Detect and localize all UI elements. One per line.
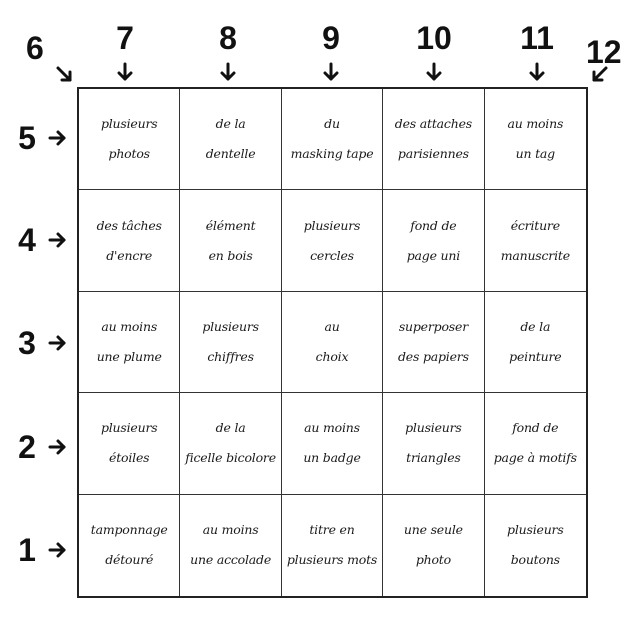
cell-line: page uni bbox=[406, 247, 461, 263]
column-number: 9 bbox=[322, 20, 340, 56]
down-arrow-icon bbox=[531, 64, 543, 79]
grid-cell bbox=[79, 292, 180, 393]
cell-line: masking tape bbox=[290, 146, 374, 162]
down-arrow-icon bbox=[325, 64, 337, 79]
cell-line: choix bbox=[315, 348, 349, 364]
grid-cell bbox=[485, 190, 586, 291]
grid-cell bbox=[180, 393, 281, 494]
cell-line: une plume bbox=[96, 348, 162, 364]
cell-line: tamponnage bbox=[90, 522, 168, 538]
cell-line: au bbox=[324, 318, 340, 334]
row-number: 2 bbox=[18, 429, 36, 465]
grid-cell bbox=[180, 190, 281, 291]
grid-cell bbox=[180, 292, 281, 393]
cell-line: plusieurs bbox=[303, 217, 361, 233]
down-right-arrow-icon bbox=[58, 68, 70, 80]
corner-number-right: 12 bbox=[586, 34, 622, 70]
down-arrow-icon bbox=[428, 64, 440, 79]
right-arrow-icon bbox=[50, 441, 64, 453]
cell-line: détouré bbox=[105, 552, 154, 568]
column-number: 11 bbox=[520, 20, 554, 56]
grid-cell bbox=[383, 190, 484, 291]
cell-line: plusieurs bbox=[202, 318, 259, 334]
cell-line: boutons bbox=[510, 552, 560, 568]
cell-line: cercles bbox=[310, 247, 354, 263]
cell-line: des papiers bbox=[397, 348, 469, 364]
grid-cell bbox=[485, 393, 586, 494]
right-arrow-icon bbox=[50, 234, 64, 246]
right-arrow-icon bbox=[50, 337, 64, 349]
cell-line: fond de bbox=[512, 420, 559, 436]
cell-line: en bois bbox=[208, 247, 253, 263]
grid-cell bbox=[79, 393, 180, 494]
grid-cell bbox=[485, 89, 586, 190]
cell-line: superposer bbox=[398, 318, 468, 334]
row-number: 3 bbox=[18, 325, 36, 361]
cell-line: de la bbox=[215, 420, 246, 436]
cell-line: titre en bbox=[309, 522, 355, 538]
right-arrow-icon bbox=[50, 132, 64, 144]
corner-number-left: 6 bbox=[26, 30, 44, 66]
cell-line: écriture bbox=[510, 217, 560, 233]
cell-line: fond de bbox=[410, 217, 457, 233]
grid-cell bbox=[282, 190, 383, 291]
cell-line: au moins bbox=[304, 420, 360, 436]
cell-line: page à motifs bbox=[493, 450, 577, 466]
row-number: 5 bbox=[18, 120, 36, 156]
grid-cell bbox=[383, 89, 484, 190]
cell-line: plusieurs bbox=[100, 116, 158, 132]
grid-cell bbox=[79, 89, 180, 190]
cell-line: parisiennes bbox=[397, 146, 469, 162]
grid-cell bbox=[282, 89, 383, 190]
column-number: 8 bbox=[219, 20, 237, 56]
cell-line: du bbox=[324, 116, 340, 132]
grid-cell bbox=[485, 292, 586, 393]
cell-line: un tag bbox=[515, 146, 555, 162]
cell-line: chiffres bbox=[207, 348, 254, 364]
cell-line: triangles bbox=[406, 450, 461, 466]
cell-line: plusieurs mots bbox=[286, 552, 378, 568]
cell-line: au moins bbox=[202, 522, 259, 538]
cell-line: photo bbox=[415, 552, 451, 568]
grid-cell bbox=[79, 190, 180, 291]
cell-line: une accolade bbox=[190, 552, 272, 568]
cell-line: plusieurs bbox=[100, 420, 158, 436]
column-number: 10 bbox=[416, 20, 452, 56]
column-number: 7 bbox=[116, 20, 134, 56]
bingo-grid bbox=[77, 87, 588, 598]
cell-line: plusieurs bbox=[405, 420, 462, 436]
cell-line: un badge bbox=[303, 450, 361, 466]
cell-line: élément bbox=[205, 217, 256, 233]
grid-cell bbox=[180, 89, 281, 190]
cell-line: des tâches bbox=[96, 217, 162, 233]
cell-line: au moins bbox=[101, 318, 158, 334]
down-arrow-icon bbox=[222, 64, 234, 79]
cell-line: ficelle bicolore bbox=[185, 450, 276, 466]
right-arrow-icon bbox=[50, 544, 64, 556]
grid-cell bbox=[282, 393, 383, 494]
cell-line: manuscrite bbox=[500, 247, 570, 263]
down-arrow-icon bbox=[119, 64, 131, 79]
cell-line: de la bbox=[215, 116, 246, 132]
cell-line: au moins bbox=[507, 116, 564, 132]
cell-line: de la bbox=[520, 318, 551, 334]
cell-line: étoiles bbox=[109, 450, 150, 466]
grid-cell bbox=[79, 495, 180, 596]
cell-line: peinture bbox=[509, 348, 562, 364]
cell-line: une seule bbox=[403, 522, 463, 538]
grid-cell bbox=[485, 495, 586, 596]
cell-line: dentelle bbox=[205, 146, 256, 162]
grid-cell bbox=[282, 292, 383, 393]
cell-line: d'encre bbox=[106, 247, 153, 263]
grid-cell bbox=[383, 393, 484, 494]
row-number: 1 bbox=[18, 532, 36, 568]
cell-line: photos bbox=[108, 146, 150, 162]
grid-cell bbox=[180, 495, 281, 596]
row-number: 4 bbox=[18, 222, 36, 258]
grid-cell bbox=[282, 495, 383, 596]
grid-cell bbox=[383, 495, 484, 596]
grid-cell bbox=[383, 292, 484, 393]
cell-line: des attaches bbox=[394, 116, 472, 132]
cell-line: plusieurs bbox=[507, 522, 564, 538]
